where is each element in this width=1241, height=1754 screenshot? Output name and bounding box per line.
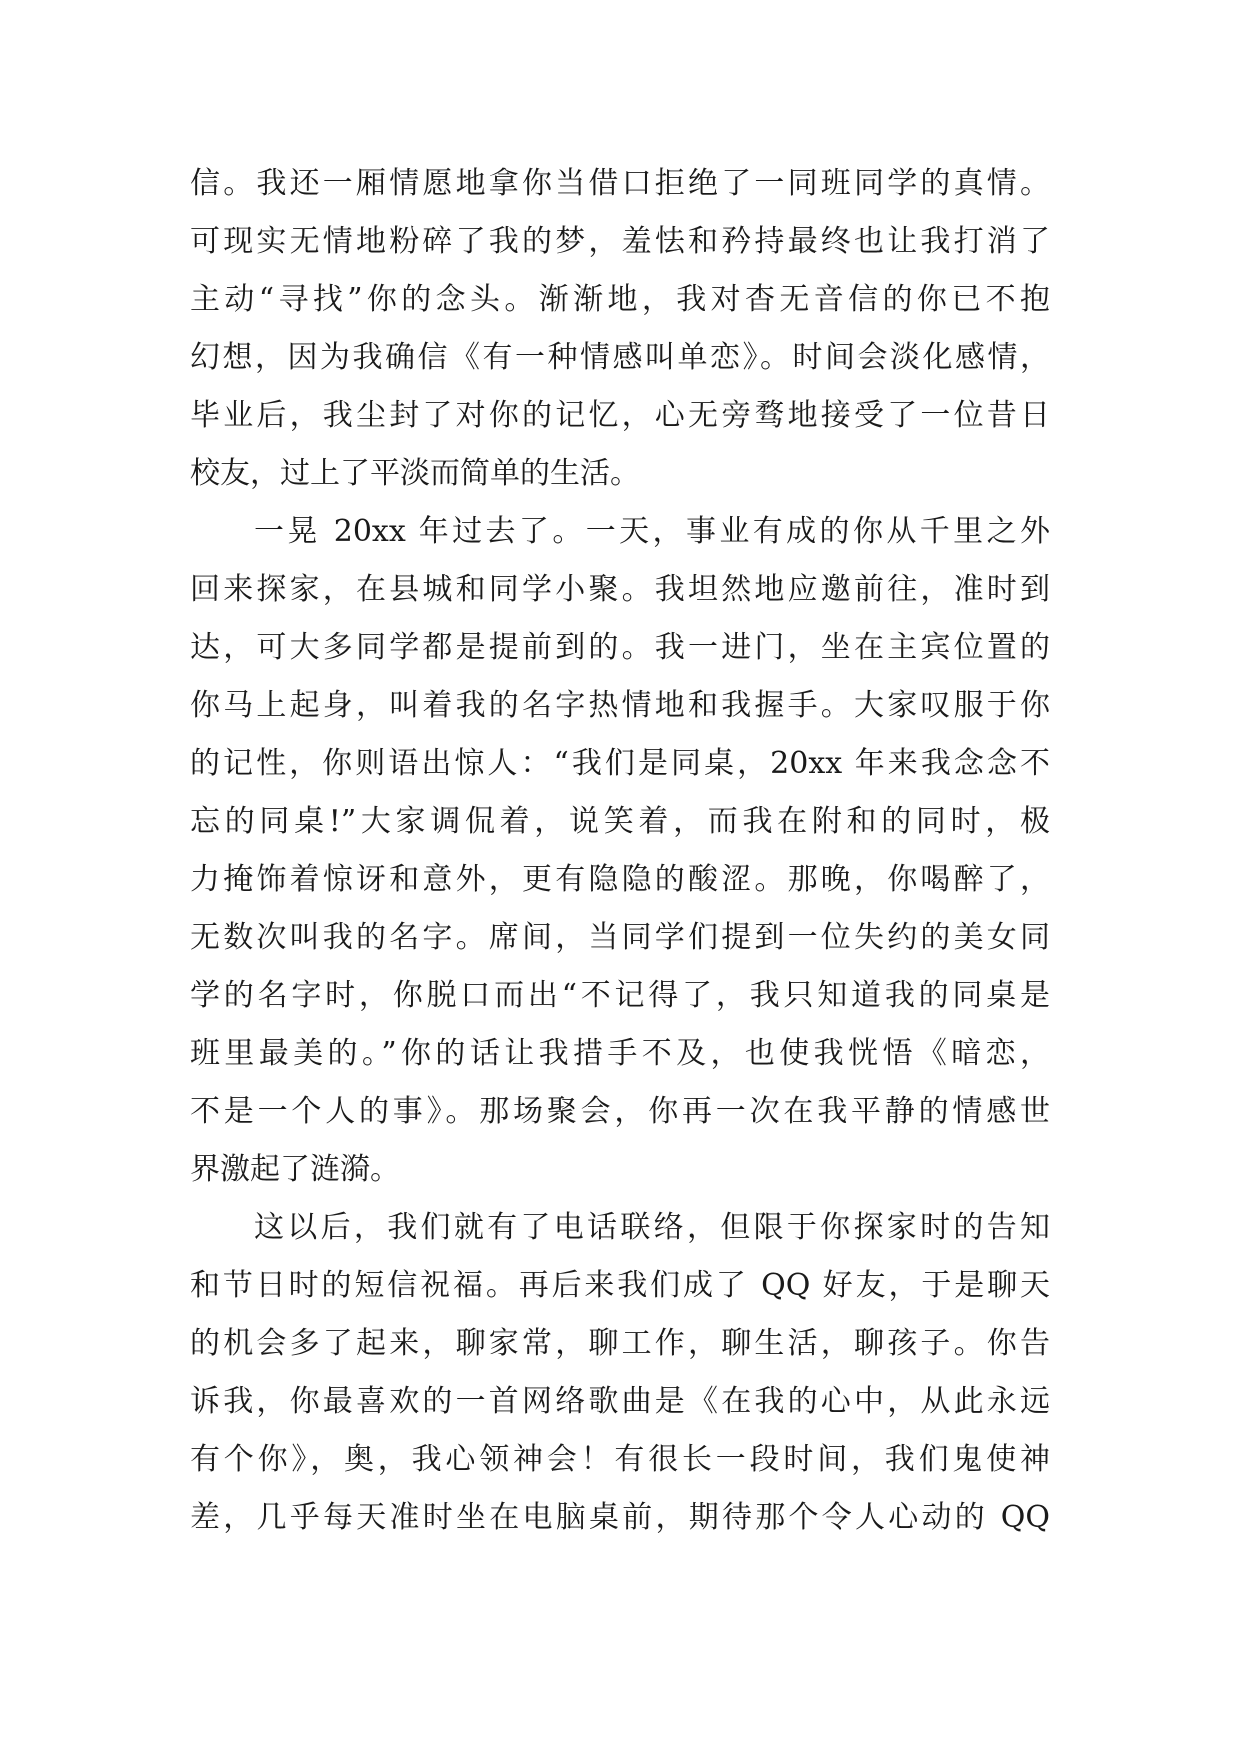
text-line: 信。我还一厢情愿地拿你当借口拒绝了一同班同学的真情。 — [190, 166, 1050, 201]
text-line: 的机会多了起来，聊家常，聊工作，聊生活，聊孩子。你告 — [190, 1326, 1050, 1361]
text-line: 和节日时的短信祝福。再后来我们成了 QQ 好友，于是聊天 — [190, 1268, 1050, 1303]
text-line: 回来探家，在县城和同学小聚。我坦然地应邀前往，准时到 — [190, 572, 1050, 607]
text-line: 界激起了涟漪。 — [190, 1152, 400, 1187]
text-line: 达，可大多同学都是提前到的。我一进门，坐在主宾位置的 — [190, 630, 1050, 665]
text-line: 有个你》，奥，我心领神会！有很长一段时间，我们鬼使神 — [190, 1442, 1050, 1477]
text-line: 你马上起身，叫着我的名字热情地和我握手。大家叹服于你 — [190, 688, 1050, 723]
text-line: 毕业后，我尘封了对你的记忆，心无旁骛地接受了一位昔日 — [190, 398, 1050, 433]
text-line: 的记性，你则语出惊人：“我们是同桌，20xx 年来我念念不 — [190, 746, 1050, 781]
text-line: 不是一个人的事》。那场聚会，你再一次在我平静的情感世 — [190, 1094, 1050, 1129]
text-line: 忘的同桌!”大家调侃着，说笑着，而我在附和的同时，极 — [190, 804, 1050, 839]
text-line: 主动“寻找”你的念头。渐渐地，我对杳无音信的你已不抱 — [190, 282, 1050, 317]
text-line: 无数次叫我的名字。席间，当同学们提到一位失约的美女同 — [190, 920, 1050, 955]
text-line: 力掩饰着惊讶和意外，更有隐隐的酸涩。那晚，你喝醉了， — [190, 862, 1050, 897]
text-line: 学的名字时，你脱口而出“不记得了，我只知道我的同桌是 — [190, 978, 1050, 1013]
text-line: 班里最美的。”你的话让我措手不及，也使我恍悟《暗恋， — [190, 1036, 1050, 1071]
text-line: 幻想，因为我确信《有一种情感叫单恋》。时间会淡化感情， — [190, 340, 1050, 375]
body-text — [190, 155, 1050, 1547]
text-line: 可现实无情地粉碎了我的梦，羞怯和矜持最终也让我打消了 — [190, 224, 1050, 259]
text-line: 诉我，你最喜欢的一首网络歌曲是《在我的心中，从此永远 — [190, 1384, 1050, 1419]
paragraph-first-line: 一晃 20xx 年过去了。一天，事业有成的你从千里之外 — [254, 514, 1050, 549]
paragraph-first-line: 这以后，我们就有了电话联络，但限于你探家时的告知 — [254, 1210, 1050, 1245]
text-line: 差，几乎每天准时坐在电脑桌前，期待那个令人心动的 QQ — [190, 1500, 1050, 1535]
text-line: 校友，过上了平淡而简单的生活。 — [190, 456, 640, 491]
